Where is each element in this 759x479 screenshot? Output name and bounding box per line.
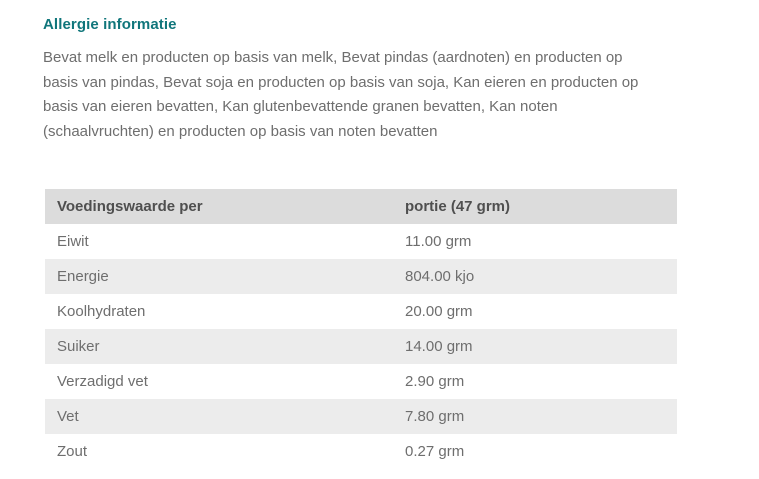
table-row <box>45 294 677 329</box>
nutrient-label: Suiker <box>57 338 100 355</box>
nutrient-value: 7.80 grm <box>405 408 465 425</box>
nutrition-table-header-row <box>45 189 677 224</box>
nutrition-header-portion: portie (47 grm) <box>405 198 511 215</box>
table-row <box>45 434 677 469</box>
table-row <box>45 224 677 259</box>
table-row <box>45 329 677 364</box>
nutrient-value: 0.27 grm <box>405 443 465 460</box>
table-row <box>45 364 677 399</box>
nutrition-table <box>45 189 677 469</box>
table-row <box>45 399 677 434</box>
nutrient-label: Verzadigd vet <box>57 373 148 390</box>
nutrient-label: Koolhydraten <box>57 303 146 320</box>
nutrient-label: Eiwit <box>57 233 89 250</box>
nutrient-label: Zout <box>57 443 88 460</box>
table-row <box>45 259 677 294</box>
nutrient-value: 20.00 grm <box>405 303 473 320</box>
allergy-description: Bevat melk en producten op basis van melk, Bevat pindas (aardnoten) en producten op basis van pindas, Bevat soja en producten op basis van soja, Kan eieren en producten op basis van eieren bevatten, Kan glutenbevattende granen bevatten, Kan noten (schaalvruchten) en producten op basis van noten bevatten <box>43 49 639 140</box>
nutrition-header-label: Voedingswaarde per <box>57 198 203 215</box>
nutrient-value: 2.90 grm <box>405 373 465 390</box>
nutrient-value: 804.00 kjo <box>405 268 475 285</box>
nutrient-label: Vet <box>57 408 79 425</box>
nutrient-value: 14.00 grm <box>405 338 473 355</box>
nutrient-value: 11.00 grm <box>405 233 472 250</box>
section-title: Allergie informatie <box>43 16 177 33</box>
nutrient-label: Energie <box>57 268 109 285</box>
